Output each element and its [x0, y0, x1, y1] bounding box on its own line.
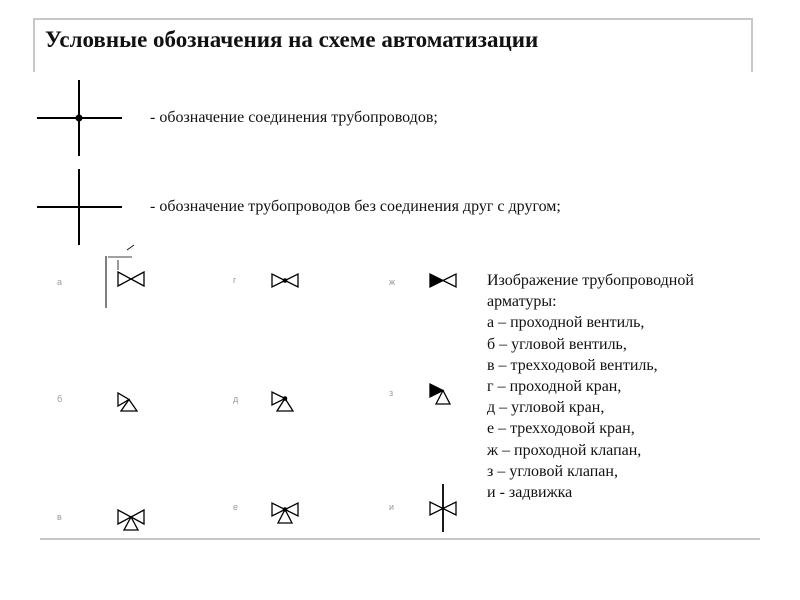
fittings-legend-item: е – трехходовой кран,	[487, 420, 635, 438]
fittings-legend	[487, 270, 694, 503]
cell-letter-b: б	[57, 394, 63, 404]
cell-letter-a: а	[57, 277, 63, 287]
cock-angle-d-symbol	[272, 392, 293, 411]
fittings-legend-item: а – проходной вентиль,	[487, 314, 645, 332]
fittings-legend-item: г – проходной кран,	[487, 378, 622, 396]
cell-letter-g: г	[233, 275, 237, 285]
control-valve-through-zh-symbol	[430, 274, 456, 287]
fittings-legend-item: в – трехходовой вентиль,	[487, 356, 658, 374]
fittings-legend-heading-line1: Изображение трубопроводной	[487, 272, 694, 289]
cell-letter-z: з	[389, 388, 394, 398]
cell-letter-d: д	[233, 394, 239, 404]
slide-title: Условные обозначения на схеме автоматизации	[45, 27, 539, 52]
control-valve-angle-z-symbol	[430, 384, 450, 404]
pipe-crossing-description: - обозначение трубопроводов без соединения друг с другом;	[150, 198, 561, 215]
cell-letter-e: е	[233, 502, 239, 512]
cock-through-g-symbol	[272, 274, 298, 287]
fittings-legend-item: д – угловой кран,	[487, 399, 605, 417]
bottom-rule	[40, 538, 760, 540]
valve-three-way-v-symbol	[118, 510, 144, 530]
cock-three-way-e-symbol	[272, 503, 298, 523]
pipe-crossing-symbol	[37, 169, 122, 245]
valve-angle-b-symbol	[118, 393, 137, 411]
fittings-legend-item: з – угловой клапан,	[487, 462, 618, 480]
fittings-legend-item: и - задвижка	[487, 484, 573, 502]
cell-letter-i: и	[389, 502, 395, 512]
fittings-legend-item: б – угловой вентиль,	[487, 335, 627, 353]
cell-letter-v: в	[57, 512, 62, 522]
valve-through-a-symbol	[106, 245, 144, 308]
fittings-legend-item: ж – проходной клапан,	[487, 441, 642, 459]
gate-valve-i-symbol	[430, 484, 456, 532]
pipe-connection-symbol	[37, 80, 122, 156]
cell-letter-zh: ж	[389, 277, 396, 287]
fittings-legend-heading-line2: арматуры:	[487, 293, 557, 311]
pipe-connection-description: - обозначение соединения трубопроводов;	[150, 109, 438, 126]
